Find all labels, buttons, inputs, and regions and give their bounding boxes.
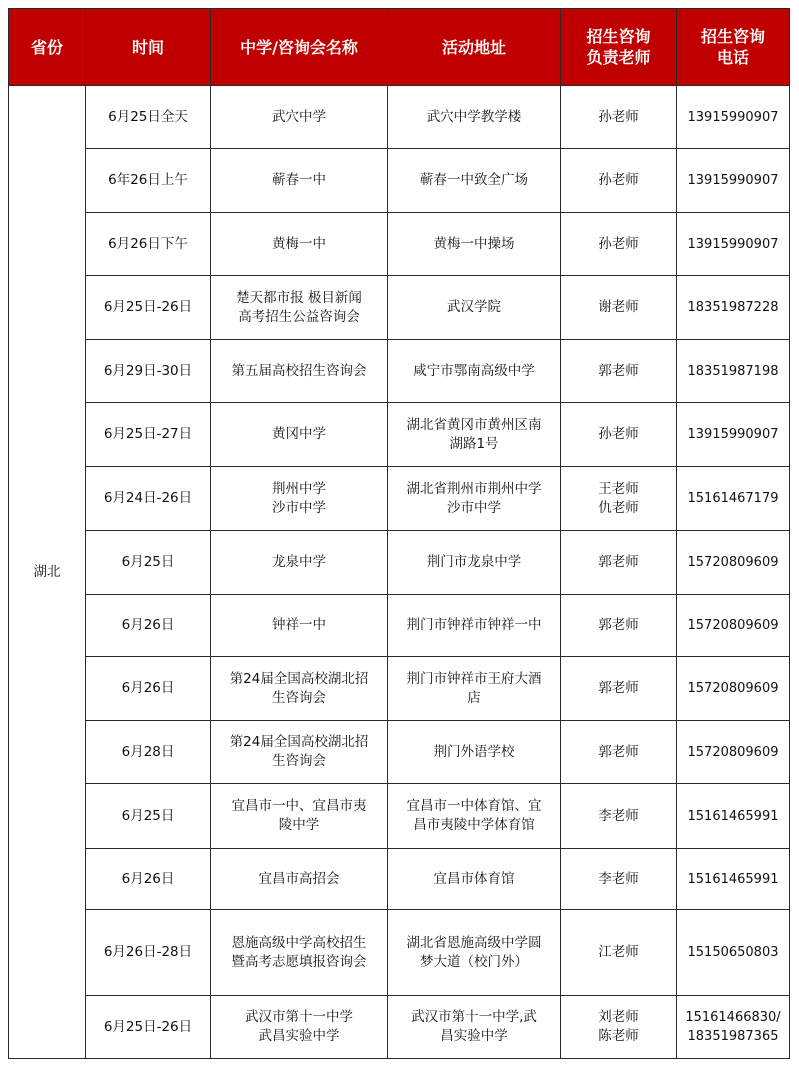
address-cell: 黄梅一中操场 — [388, 213, 561, 276]
table-row — [9, 910, 790, 996]
time-cell: 6月29日-30日 — [86, 340, 211, 403]
table-row — [9, 276, 790, 340]
name-cell: 蕲春一中 — [211, 149, 388, 213]
time-cell: 6月25日-27日 — [86, 403, 211, 467]
name-cell: 第24届全国高校湖北招 生咨询会 — [211, 657, 388, 721]
name-cell: 恩施高级中学高校招生 暨高考志愿填报咨询会 — [211, 910, 388, 996]
phone-cell: 15161465991 — [677, 784, 790, 849]
phone-cell: 15161467179 — [677, 467, 790, 531]
time-cell: 6月28日 — [86, 721, 211, 784]
teacher-cell: 谢老师 — [561, 276, 677, 340]
time-cell: 6月24日-26日 — [86, 467, 211, 531]
phone-cell: 18351987228 — [677, 276, 790, 340]
table-row — [9, 595, 790, 657]
table-row — [9, 86, 790, 149]
address-cell: 湖北省荆州市荆州中学 沙市中学 — [388, 467, 561, 531]
header-phone: 招生咨询 电话 — [677, 9, 790, 86]
address-cell: 咸宁市鄂南高级中学 — [388, 340, 561, 403]
teacher-cell: 刘老师 陈老师 — [561, 996, 677, 1059]
address-cell: 武穴中学教学楼 — [388, 86, 561, 149]
teacher-cell: 孙老师 — [561, 86, 677, 149]
phone-cell: 15720809609 — [677, 531, 790, 595]
teacher-cell: 江老师 — [561, 910, 677, 996]
teacher-cell: 郭老师 — [561, 531, 677, 595]
header-name: 中学/咨询会名称 — [211, 9, 388, 86]
time-cell: 6年26日上午 — [86, 149, 211, 213]
header-province: 省份 — [9, 9, 86, 86]
teacher-cell: 李老师 — [561, 784, 677, 849]
teacher-cell: 李老师 — [561, 849, 677, 910]
time-cell: 6月25日 — [86, 784, 211, 849]
teacher-cell: 郭老师 — [561, 595, 677, 657]
phone-cell: 13915990907 — [677, 86, 790, 149]
name-cell: 宜昌市一中、宜昌市夷 陵中学 — [211, 784, 388, 849]
table-row — [9, 849, 790, 910]
recruitment-consultation-table — [8, 8, 790, 1059]
name-cell: 武汉市第十一中学 武昌实验中学 — [211, 996, 388, 1059]
table-row — [9, 149, 790, 213]
table-row — [9, 531, 790, 595]
name-cell: 龙泉中学 — [211, 531, 388, 595]
time-cell: 6月26日下午 — [86, 213, 211, 276]
time-cell: 6月26日 — [86, 595, 211, 657]
table-row — [9, 403, 790, 467]
phone-cell: 15150650803 — [677, 910, 790, 996]
time-cell: 6月25日 — [86, 531, 211, 595]
address-cell: 荆门外语学校 — [388, 721, 561, 784]
teacher-cell: 郭老师 — [561, 340, 677, 403]
time-cell: 6月26日 — [86, 849, 211, 910]
address-cell: 湖北省黄冈市黄州区南 湖路1号 — [388, 403, 561, 467]
phone-cell: 15720809609 — [677, 657, 790, 721]
table-row — [9, 340, 790, 403]
name-cell: 荆州中学 沙市中学 — [211, 467, 388, 531]
table-row — [9, 996, 790, 1059]
phone-cell: 18351987198 — [677, 340, 790, 403]
name-cell: 武穴中学 — [211, 86, 388, 149]
name-cell: 第24届全国高校湖北招 生咨询会 — [211, 721, 388, 784]
table-row — [9, 467, 790, 531]
name-cell: 楚天都市报 极目新闻 高考招生公益咨询会 — [211, 276, 388, 340]
table-row — [9, 213, 790, 276]
phone-cell: 15720809609 — [677, 721, 790, 784]
address-cell: 宜昌市体育馆 — [388, 849, 561, 910]
time-cell: 6月26日-28日 — [86, 910, 211, 996]
phone-cell: 15161465991 — [677, 849, 790, 910]
teacher-cell: 郭老师 — [561, 721, 677, 784]
phone-cell: 13915990907 — [677, 149, 790, 213]
teacher-cell: 郭老师 — [561, 657, 677, 721]
time-cell: 6月25日-26日 — [86, 276, 211, 340]
address-cell: 荆门市龙泉中学 — [388, 531, 561, 595]
table-row — [9, 784, 790, 849]
header-address: 活动地址 — [388, 9, 561, 86]
time-cell: 6月25日-26日 — [86, 996, 211, 1059]
table-body — [9, 86, 790, 1059]
address-cell: 武汉学院 — [388, 276, 561, 340]
name-cell: 黄冈中学 — [211, 403, 388, 467]
address-cell: 宜昌市一中体育馆、宜 昌市夷陵中学体育馆 — [388, 784, 561, 849]
address-cell: 湖北省恩施高级中学圆 梦大道（校门外） — [388, 910, 561, 996]
address-cell: 蕲春一中致全广场 — [388, 149, 561, 213]
time-cell: 6月26日 — [86, 657, 211, 721]
name-cell: 钟祥一中 — [211, 595, 388, 657]
teacher-cell: 王老师 仇老师 — [561, 467, 677, 531]
address-cell: 荆门市钟祥市王府大酒 店 — [388, 657, 561, 721]
name-cell: 第五届高校招生咨询会 — [211, 340, 388, 403]
header-teacher: 招生咨询 负责老师 — [561, 9, 677, 86]
phone-cell: 15720809609 — [677, 595, 790, 657]
phone-cell: 15161466830/ 18351987365 — [677, 996, 790, 1059]
time-cell: 6月25日全天 — [86, 86, 211, 149]
name-cell: 黄梅一中 — [211, 213, 388, 276]
name-cell: 宜昌市高招会 — [211, 849, 388, 910]
address-cell: 武汉市第十一中学,武 昌实验中学 — [388, 996, 561, 1059]
address-cell: 荆门市钟祥市钟祥一中 — [388, 595, 561, 657]
table-row — [9, 657, 790, 721]
header-time: 时间 — [86, 9, 211, 86]
phone-cell: 13915990907 — [677, 403, 790, 467]
teacher-cell: 孙老师 — [561, 403, 677, 467]
teacher-cell: 孙老师 — [561, 213, 677, 276]
teacher-cell: 孙老师 — [561, 149, 677, 213]
header-row — [9, 9, 790, 86]
phone-cell: 13915990907 — [677, 213, 790, 276]
province-cell: 湖北 — [9, 86, 86, 1059]
table-row — [9, 721, 790, 784]
